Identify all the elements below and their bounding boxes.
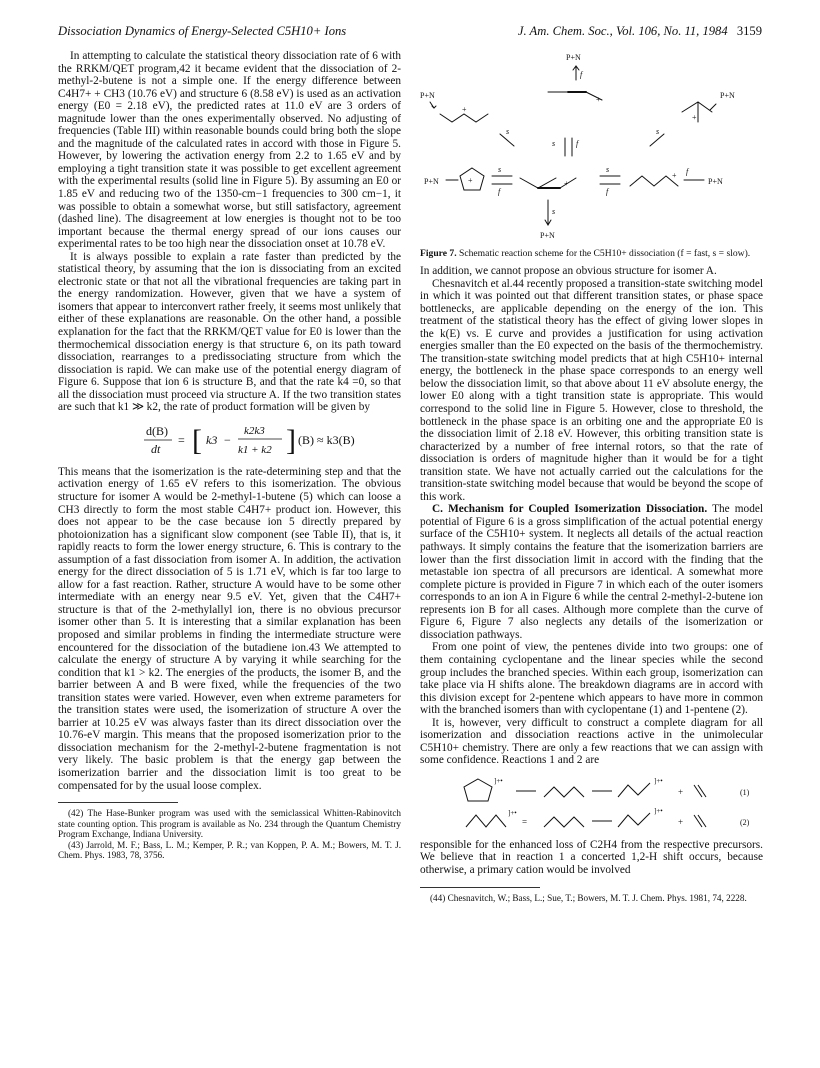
svg-text:+: + — [672, 171, 677, 180]
svg-text:s: s — [606, 165, 610, 174]
rate-equation-graphic — [58, 420, 401, 462]
label-mid-right: P+N — [708, 177, 723, 186]
svg-text:s: s — [498, 165, 502, 174]
left-paragraph-1: In attempting to calculate the statistical theory dissociation rate of 6 with the RRKM/QET program,42 it became evident that the dissociation of 2-methyl-2-butene is not a simple one. If the energy difference between C4H7+ + CH3 (10.76 eV) and structure 6 (8.58 eV) is used as an activation energy (E0 = 2.18 eV), the predicted rates at 11.0 eV are 3 orders of magnitude lower than the ones experimentally observed. No adjusting of frequencies (Table III) within reasonable bounds could bring both the slope and the magnitude of the calculated rates in accord with those in Figure 5. However, by lowering the activation energy from 2.2 to 1.65 eV and by employing a tight transition state it was possible to get excellent agreement with the experimental results (solid line in Figure 5). By assuming an E0 or 1.85 eV and reducing two of the 1350-cm−1 frequencies to 300 cm−1, it was possible to obtain a somewhat worse, but still satisfactory, agreement (dashed line). The disagreement at low energies is thought not to be too important because the thermal energy spread of our ions causes our experimental rates to be too high near the dissociation onset at 10.78 eV. — [58, 50, 401, 251]
reaction-equations — [420, 771, 763, 837]
svg-text:s: s — [506, 127, 510, 136]
left-paragraph-2: It is always possible to explain a rate faster than predicted by the statistical theory, by assuming that the ion is dissociating from an excited electronic state or that not all the vibrational frequencies are taking part in the energy randomization. However, given that we have a system of isomers that appear to interconvert rather freely, it seems most unlikely that either of these explanations are reasonable. On the other hand, a possible explanation for the fact that the RRKM/QET value for E0 is lower than the thermochemical dissociation energy is that structure 6, on its path toward dissociation, rearranges to a predissociating structure from which the dissociation is rapid. We can make use of the potential energy diagram of Figure 6. Suppose that ion 6 is structure B, and that the rate k4 =0, so that all the dissociation must proceed via structure A. If the two transition states are such that k1 ≫ k2, the rate of product formation will be given by — [58, 250, 401, 414]
eq-k3: k3 — [206, 432, 218, 447]
svg-text:+: + — [678, 786, 684, 797]
svg-text:+: + — [564, 179, 569, 188]
svg-text:+: + — [692, 113, 697, 122]
label-left: P+N — [420, 91, 435, 100]
right-paragraph-3 — [420, 503, 763, 641]
left-paragraph-3: This means that the isomerization is the rate-determining step and that the activation energy of 1.65 eV refers to this isomerization. The obvious structure for isomer A would be 2-methyl-1-butene (5) which can loose a CH3 directly to form the most stable C4H7+ product ion. However, this does not appear to be the case because ion 5 directly prepared by photoionization has a significant slow component (see Table II), that is, it rapidly reacts to form the lower energy structure, 6. This is contrary to the assumption of a fast dissociation from isomer A. In addition, the activation energy for the direct dissociation of 5 is 1.71 eV, which is far too large to allow for a fast reaction. Rather, structure A would have to be some other intermediate with an energy near 9.5 eV. Yet, given that the C4H7+ structure is that of the 2-methylallyl ion, there is no obvious precursor isomer other than 5. It is interesting that a similar explanation has been proposed and similar problems in finding the intermediate structure were encountered for the dissociation of the butadiene ion.43 We attempted to calculate the energy of structure A by varying it while searching for the condition that k1 > k2. The energies of the products, the isomer B, and the barrier between A and B were fixed, while the frequencies of the two transition states were varied. However, even when extreme parameters for the transition states were used, the isomerization of structure A over the barrier at 10.25 eV was always faster than its direct dissociation over the 10.76-eV margin. This means that the proposed isomerization prior to the dissociation mechanism for the 2-methyl-2-butene fragmentation is not very likely. The basic problem is that the energy gap between the isomerization barrier and the dissociation limit is too great to be compensated for by the usual loose complex. — [58, 465, 401, 792]
rate-equation — [58, 420, 401, 462]
footnote-42: (42) The Hase-Bunker program was used with the semiclassical Whitten-Rabinovitch state counting option. This program is available as No. 234 through the Quantum Chemistry Program Exchange, Indiana University. — [58, 808, 401, 840]
right-paragraph-1: In addition, we cannot propose an obvious structure for isomer A. — [420, 265, 717, 277]
svg-text:]: ] — [286, 423, 296, 457]
figure-7-caption — [420, 248, 763, 259]
right-paragraph-4: From one point of view, the pentenes divide into two groups: one of them containing cyclopentane and the linear species while the second group includes the branched species. Within each group, isomerization can take place via H shifts alone. The breakdown diagrams are in accord with this division except for 2-pentene which appears to have more in common with the branched isomers than with cyclopentane (1) and 1-pentene (2). — [420, 641, 763, 717]
svg-text:f: f — [498, 187, 501, 196]
eq-lhs-den: dt — [151, 441, 161, 456]
right-column — [420, 50, 763, 903]
label-top: P+N — [566, 53, 581, 62]
footnote-44: (44) Chesnavitch, W.; Bass, L.; Sue, T.; Bowers, M. T. J. Chem. Phys. 1981, 74, 2228. — [430, 892, 747, 903]
svg-text:−: − — [224, 432, 231, 447]
right-paragraph-5: It is, however, very difficult to construct a complete diagram for all isomerization and dissociation reactions active in the unimolecular C5H10+ chemistry. There are only a few reactions that we can assign with some confidence. Reactions 1 and 2 are — [420, 716, 763, 767]
label-bottom: P+N — [540, 231, 555, 240]
reaction-1-number: (1) — [740, 787, 750, 797]
label-mid-f: f — [576, 139, 579, 148]
reaction-2-number: (2) — [740, 817, 750, 827]
footnote-43: (43) Jarrold, M. F.; Bass, L. M.; Kemper, P. R.; van Koppen, P. A. M.; Bowers, M. T. J. Chem. Phys. 1983, 78, 3756. — [58, 839, 401, 861]
eq-frac-num: k2k3 — [244, 424, 265, 437]
reactions-graphic — [420, 771, 763, 837]
svg-text:[: [ — [192, 423, 202, 457]
left-column — [58, 50, 401, 861]
svg-text:]+•: ]+• — [508, 808, 517, 817]
svg-text:f: f — [686, 167, 689, 176]
label-mid-s: s — [552, 139, 556, 148]
eq-frac-den: k1 + k2 — [238, 443, 272, 456]
page-number: 3159 — [736, 24, 762, 38]
caption-label: Figure 7. — [420, 248, 457, 259]
label-bottom-s: s — [552, 207, 556, 216]
eq-tail: (B) ≈ k3(B) — [298, 432, 355, 447]
header-journal-name: J. Am. Chem. Soc., Vol. 106, No. 11, 1984 — [517, 24, 728, 38]
right-paragraph-6: responsible for the enhanced loss of C2H4 from the respective precursors. We believe that in reaction 1 a concerted 1,2-H shift occurs, because otherwise, a primary cation would be involved — [420, 838, 763, 876]
svg-text:f: f — [606, 187, 609, 196]
svg-text:+: + — [468, 176, 473, 185]
eq-lhs-num: d(B) — [146, 423, 168, 438]
label-top-f: f — [580, 70, 583, 79]
svg-text:=: = — [522, 816, 528, 827]
section-heading-c: C. Mechanism for Coupled Isomerization Dissociation. — [432, 503, 708, 516]
header-journal — [518, 24, 762, 39]
reaction-scheme — [420, 50, 763, 246]
running-header — [58, 24, 762, 42]
label-right: P+N — [720, 91, 735, 100]
svg-text:+: + — [596, 95, 601, 104]
right-paragraph-3-body: The model potential of Figure 6 is a gross simplification of the actual potential energy surface of the C5H10+ system. It neglects all details of the actual reaction pathways. It simply contains the feature that the isomerization barriers are lower than the first dissociation limit in accord with the finding that the metastable ion spectra of all precursors are identical. A somewhat more complete picture is provided in Figure 7 in which each of the outer isomers corresponds to an ion A in Figure 6 while the central 2-methyl-2-butene ion represents ion B for all cases. Although more complete than the curve of Figure 6, Figure 7 also neglects any details of the isomerization or dissociation pathways. — [420, 503, 763, 641]
svg-text:+: + — [462, 105, 467, 114]
figure-7 — [420, 50, 763, 246]
caption-text: Schematic reaction scheme for the C5H10+ dissociation (f = fast, s = slow). — [459, 248, 751, 259]
right-paragraph-2: Chesnavitch et al.44 recently proposed a transition-state switching model in which it was pointed out that different transition states, or phase space bottlenecks, are applicable depending on the energy of the ion. This treatment of the statistical theory has the effect of giving lower slopes in the k(E) vs. E curve and provides a justification for using activation energies smaller than the E0 expected on the basis of the thermochemistry. The transition-state switching model predicts that at high C5H10+ internal energy, the bottleneck in the phase space corresponds to an energy well below the dissociation limit, so that above about 11 eV absolute energy, the lower E0 along with a tight transition state is appropriate. This would correspond to the solid line in Figure 5. However, close to threshold, the bottleneck in the phase space is an orbiting one and the appropriate E0 is the dissociation limit of 2.18 eV. However, this orbiting transition state is characterized by a number of free internal rotors, so that the rate of dissociation is orders of magnitude higher than it would be for a tight transition state. We have not actually carried out the calculations for the transition-state switching model because that would be beyond the scope of this work. — [420, 277, 763, 503]
svg-text:=: = — [178, 432, 185, 447]
svg-text:+: + — [678, 816, 684, 827]
svg-text:]+•: ]+• — [654, 806, 663, 815]
label-mid-left: P+N — [424, 177, 439, 186]
svg-text:]+•: ]+• — [654, 776, 663, 785]
svg-text:]+•: ]+• — [494, 776, 503, 785]
header-title: Dissociation Dynamics of Energy-Selected C5H10+ Ions — [58, 24, 347, 38]
svg-text:s: s — [656, 127, 660, 136]
